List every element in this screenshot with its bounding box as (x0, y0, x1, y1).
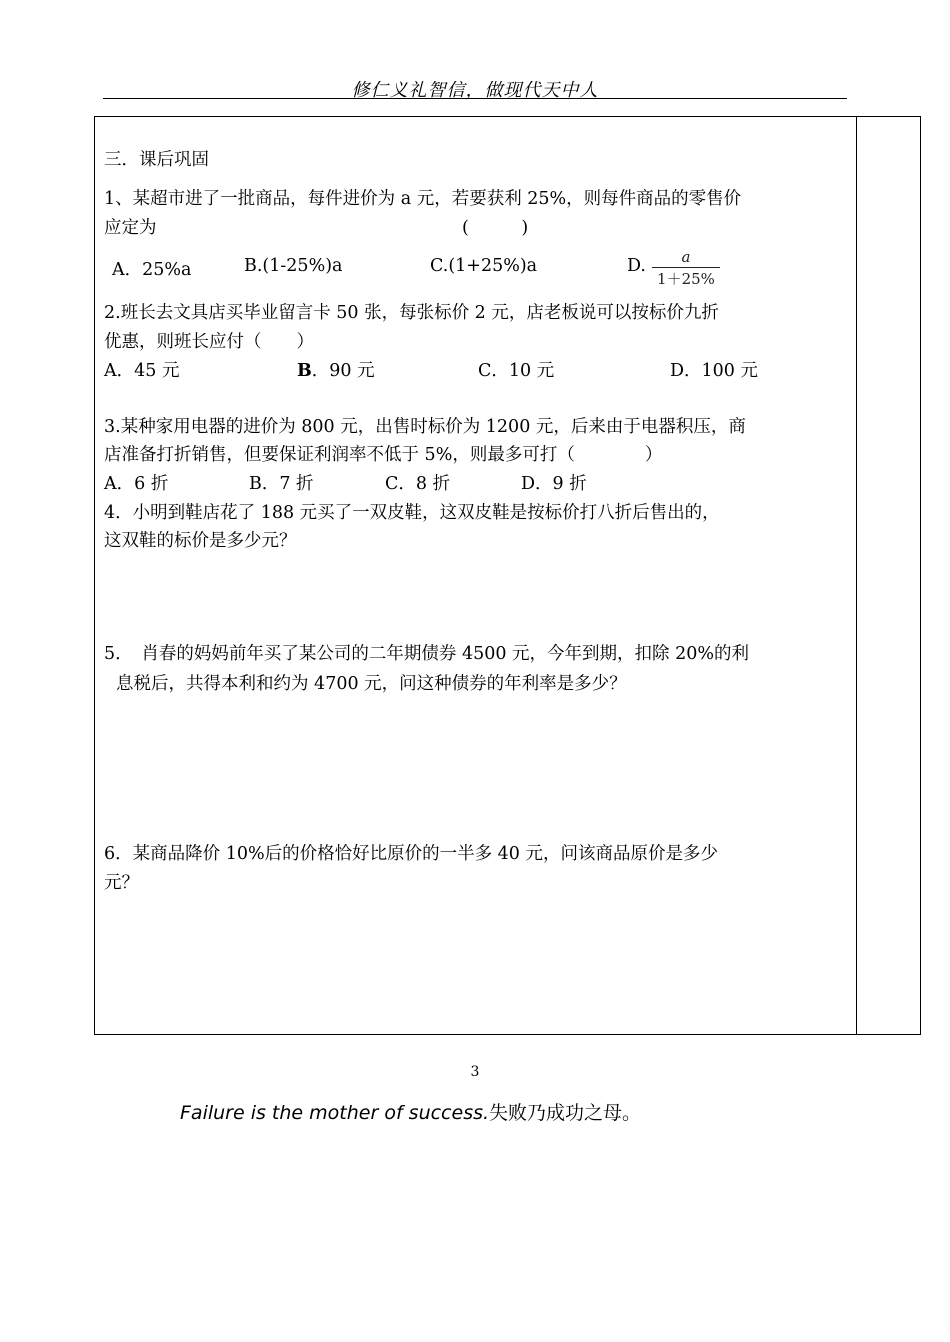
q1-text-line1: 1、某超市进了一批商品，每件进价为 a 元，若要获利 25%，则每件商品的零售价 (104, 189, 742, 209)
q6-text-line2: 元？ (104, 873, 139, 893)
q1-option-d-fraction (650, 247, 722, 290)
q1-option-d: D. (627, 256, 646, 276)
q2-option-c: C．10 元 (478, 361, 555, 381)
worksheet-frame (94, 116, 921, 1035)
q3-option-b: B．7 折 (249, 474, 314, 494)
q2-text-line2: 优惠，则班长应付（ ） (104, 332, 314, 352)
q2-option-b (297, 357, 375, 382)
q2-option-b-letter: B (297, 361, 312, 381)
q1-option-b: B.(1-25%)a (244, 256, 343, 276)
q3-option-d: D．9 折 (521, 474, 587, 494)
q3-option-c: C．8 折 (385, 474, 451, 494)
fraction-denominator: 1＋25% (657, 270, 715, 288)
q3-text-line2: 店准备打折销售，但要保证利润率不低于 5%，则最多可打（ ） (104, 445, 663, 465)
header-motto: 修仁义礼智信，做现代天中人 (351, 80, 599, 101)
q1-text-line2: 应定为 (104, 218, 157, 238)
side-column-divider (856, 116, 857, 1035)
q6-text-line1: 6．某商品降价 10%后的价格恰好比原价的一半多 40 元，问该商品原价是多少 (104, 844, 718, 864)
page-number: 3 (470, 1064, 480, 1080)
fraction-numerator: a (681, 248, 691, 266)
q1-option-a: A．25%a (112, 260, 192, 280)
q5-text-line1: 5． 肖春的妈妈前年买了某公司的二年期债券 4500 元，今年到期，扣除 20%的利 (104, 644, 750, 664)
footer-quote-en: Failure is the mother of success. (180, 1102, 490, 1124)
q5-text-line2: 息税后，共得本利和约为 4700 元，问这种债券的年利率是多少？ (116, 674, 627, 694)
q3-option-a: A．6 折 (104, 474, 169, 494)
section-title: 三．课后巩固 (104, 150, 209, 170)
footer-quote (180, 1098, 641, 1125)
q2-option-b-value: ．90 元 (311, 361, 375, 381)
q4-text-line1: 4．小明到鞋店花了 188 元买了一双皮鞋，这双皮鞋是按标价打八折后售出的， (104, 503, 720, 523)
q1-answer-blank: ( ) (462, 218, 529, 238)
q2-option-d: D．100 元 (670, 361, 758, 381)
q1-option-c: C.(1+25%)a (430, 256, 538, 276)
header-rule (103, 98, 847, 99)
q2-text-line1: 2.班长去文具店买毕业留言卡 50 张，每张标价 2 元，店老板说可以按标价九折 (104, 303, 719, 323)
q4-text-line2: 这双鞋的标价是多少元？ (104, 531, 297, 551)
footer-quote-zh: 失败乃成功之母。 (489, 1102, 642, 1124)
q2-option-a: A．45 元 (104, 361, 180, 381)
q3-text-line1: 3.某种家用电器的进价为 800 元，出售时标价为 1200 元，后来由于电器积压，商 (104, 417, 746, 437)
